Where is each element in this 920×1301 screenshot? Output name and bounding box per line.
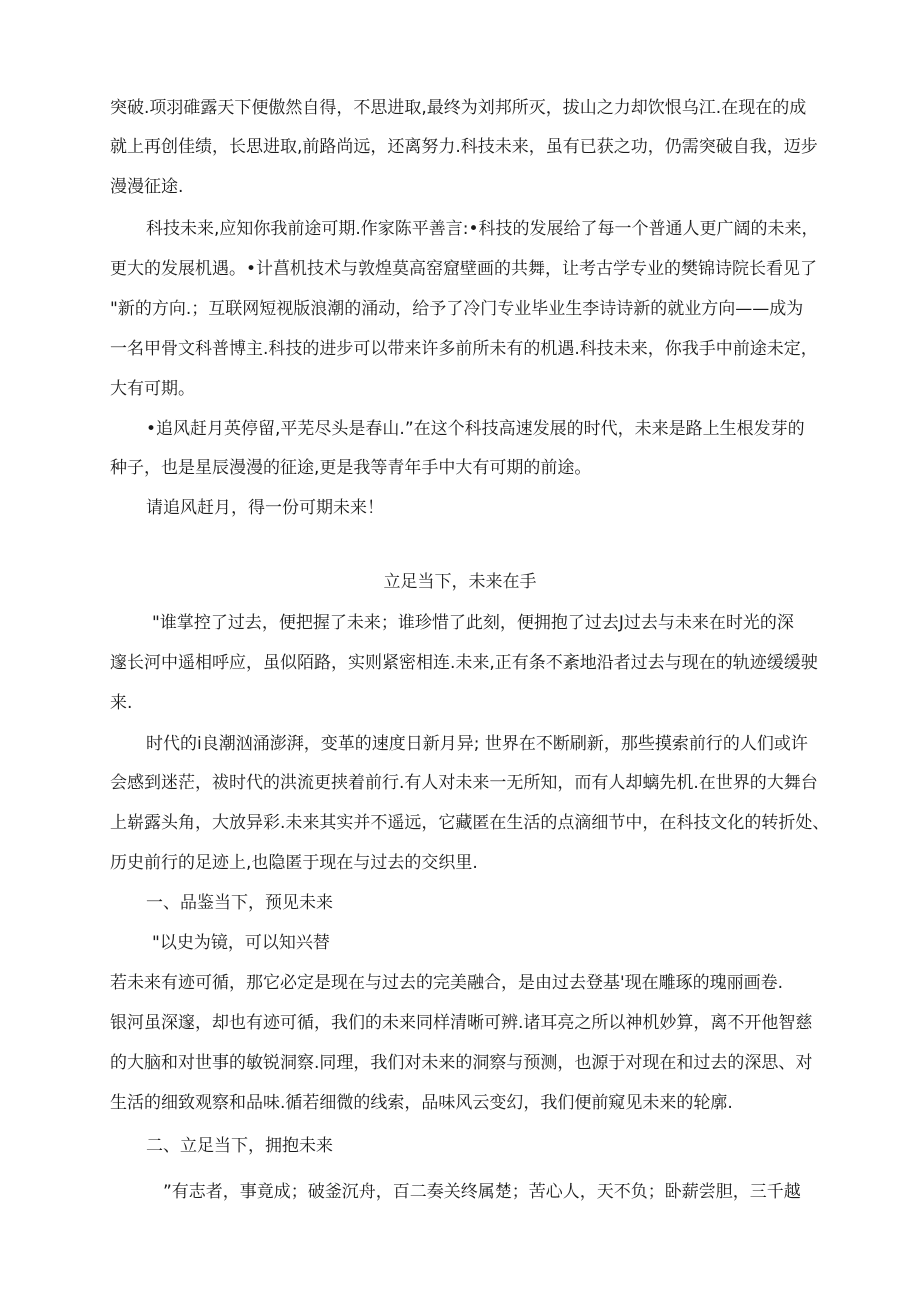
- text-line: 请追风赶月，得一份可期未来！: [146, 498, 384, 518]
- text-line: 若未来有迹可循，那它必定是现在与过去的完美融合，是由过去登基'现在雕琢的瑰丽画卷.: [110, 973, 784, 993]
- text-line: 邃长河中遥相呼应，虽似陌路，实则紧密相连.未来,正有条不紊地沿者过去与现在的轨迹缓缓驶: [110, 653, 818, 673]
- quote-line: "以史为镜，可以知兴替: [152, 933, 330, 953]
- essay-title: 立足当下，未来在手: [383, 572, 537, 592]
- section-heading: 一、品鉴当下，预见未来: [146, 893, 333, 913]
- text-line: 漫漫征途.: [110, 177, 184, 197]
- text-line: 科技未来,应知你我前途可期.作家陈平善言:•科技的发展给了每一个普通人更广阔的未来，: [146, 219, 819, 239]
- text-line: 来.: [110, 693, 133, 713]
- text-line: 更大的发展机遇。•计菖机技术与敦煌莫高窑窟壁画的共舞，让考古学专业的樊锦诗院长看见了: [110, 259, 818, 279]
- text-line: 就上再创佳绩，长思进取,前路尚远，还离努力.科技未来，虽有已获之功，仍需突破自我，迈步: [110, 137, 818, 157]
- text-line: 上崭露头角，大放异彩.未来其实并不遥远，它藏匿在生活的点滴细节中，在科技文化的转折处、: [110, 813, 830, 833]
- text-line: 历史前行的足迹上,也隐匿于现在与过去的交织里.: [110, 853, 478, 873]
- text-line: 种子，也是星辰漫漫的征途,更是我等青年手中大有可期的前途。: [110, 458, 592, 478]
- text-line: "新的方向.；互联网短视版浪潮的涌动，给予了冷门专业毕业生李诗诗新的就业方向——成为: [110, 299, 804, 319]
- text-line: 时代的i良潮汹涌澎湃，变革的速度日新月异; 世界在不断刷新，那些摸索前行的人们或许: [146, 734, 808, 754]
- text-line: 会感到迷茫，祓时代的洪流更挟着前行.有人对未来一无所知，而有人却螭先机.在世界的大舞台: [110, 773, 818, 793]
- text-line: 一名甲骨文科普博主.科技的进步可以带来许多前所未有的机遇.科技未来，你我手中前途未定，: [110, 339, 818, 359]
- text-line: 突破.项羽碓露天下便傲然自得，不思进取,最终为刘邦所灭，拔山之力却饮恨乌江.在现在的成: [110, 98, 807, 118]
- text-line: 生活的细致观察和品味.循若细微的线索，品味风云变幻，我们便前窥见未来的轮廓.: [110, 1093, 733, 1113]
- text-line: ”有志者，事竟成；破釜沉舟，百二奏关终属楚；苦心人，天不负；卧薪尝胆，三千越: [163, 1182, 801, 1202]
- text-line: 大有可期。: [110, 379, 195, 399]
- text-line: •追风赶月英停留,平芜尽头是春山.”在这个科技高速发展的时代，未来是路上生根发芽的: [146, 419, 805, 439]
- text-line: 的大脑和对世事的敏锐洞察.同理，我们对未来的洞察与预测，也源于对现在和过去的深思、对: [110, 1053, 813, 1073]
- text-line: "谁掌控了过去，便把握了未来；谁珍惜了此刻，便拥抱了过去J过去与未来在时光的深: [152, 613, 794, 633]
- text-line: 银河虽深邃，却也有迹可循，我们的未来同样清晰可辨.诸耳亮之所以神机妙算，离不开他智慈: [110, 1013, 813, 1033]
- section-heading: 二、立足当下，拥抱未来: [146, 1136, 333, 1156]
